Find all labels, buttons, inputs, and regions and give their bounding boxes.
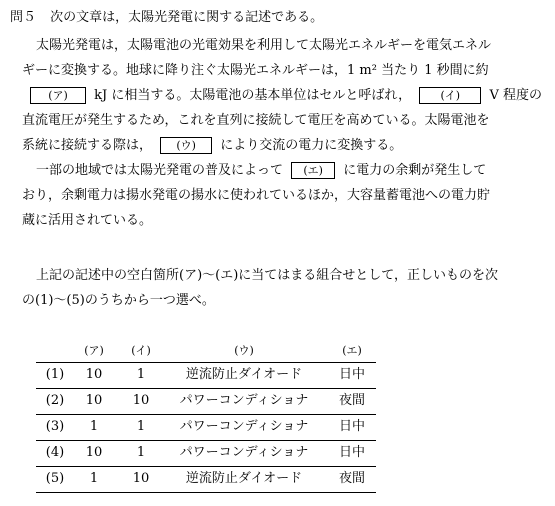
row-number: (3): [45, 419, 65, 434]
passage-line: おり，余剰電力は揚水発電の揚水に使われているほか，大容量蓄電池への電力貯: [22, 188, 491, 203]
cell-u: パワーコンディショナ: [179, 419, 309, 434]
passage-text: 系統に接続する際は，: [22, 138, 153, 153]
passage-line: 直流電圧が発生するため，これを直列に接続して電圧を高めている。太陽電池を: [22, 113, 490, 128]
cell-i: 1: [136, 445, 146, 460]
cell-a: 10: [85, 393, 103, 408]
cell-e: 夜間: [338, 393, 365, 408]
table-rule: [36, 362, 376, 363]
blank-i-box: (イ): [419, 87, 481, 104]
row-number: (1): [45, 367, 65, 382]
cell-e: 日中: [338, 445, 365, 460]
passage-text: により交流の電力に変換する。: [220, 138, 403, 153]
cell-e: 日中: [338, 419, 365, 434]
cell-u: 逆流防止ダイオード: [185, 367, 303, 382]
cell-i: 1: [136, 367, 146, 382]
row-number: (5): [45, 471, 65, 486]
blank-e-box: (エ): [291, 162, 335, 179]
question-number: 問５: [10, 10, 37, 25]
cell-e: 日中: [338, 367, 365, 382]
cell-u: パワーコンディショナ: [179, 445, 309, 460]
table-rule: [36, 492, 376, 493]
passage-line: [36, 162, 486, 180]
passage-text: 一部の地域では太陽光発電の普及によって: [36, 163, 284, 178]
row-number: (4): [45, 445, 65, 460]
header-e: (エ): [342, 344, 362, 357]
question-title: [10, 9, 323, 27]
passage-line: [22, 137, 402, 155]
passage-line: ギーに変換する。地球に降り注ぐ太陽光エネルギーは，1 m² 当たり 1 秒間に約: [22, 63, 489, 78]
question-lead: 次の文章は，太陽光発電に関する記述である。: [50, 10, 324, 25]
cell-a: 10: [85, 367, 103, 382]
table-rule: [36, 388, 376, 389]
passage-text: に電力の余剰が発生して: [343, 163, 487, 178]
header-i: (イ): [131, 344, 151, 357]
row-number: (2): [45, 393, 65, 408]
instruction-line: 上記の記述中の空白箇所(ア)～(エ)に当てはまる組合せとして，正しいものを次: [36, 268, 499, 283]
cell-i: 10: [132, 471, 150, 486]
table-rule: [36, 466, 376, 467]
blank-a-box: (ア): [30, 87, 86, 104]
cell-i: 10: [132, 393, 150, 408]
cell-e: 夜間: [338, 471, 365, 486]
blank-u-box: (ウ): [160, 137, 212, 154]
header-a: (ア): [84, 344, 104, 357]
cell-a: 1: [89, 419, 99, 434]
passage-text: kJ に相当する。太陽電池の基本単位はセルと呼ばれ，: [94, 88, 412, 103]
cell-i: 1: [136, 419, 146, 434]
passage-line: 蔵に活用されている。: [22, 213, 153, 228]
table-rule: [36, 414, 376, 415]
passage-text: V 程度の: [489, 88, 542, 103]
table-rule: [36, 440, 376, 441]
cell-a: 1: [89, 471, 99, 486]
cell-a: 10: [85, 445, 103, 460]
passage-line: 太陽光発電は，太陽電池の光電効果を利用して太陽光エネルギーを電気エネル: [36, 38, 492, 53]
cell-u: パワーコンディショナ: [179, 393, 309, 408]
passage-line: [26, 87, 542, 105]
instruction-line: の(1)～(5)のうちから一つ選べ。: [22, 293, 215, 308]
cell-u: 逆流防止ダイオード: [185, 471, 303, 486]
header-u: (ウ): [234, 344, 254, 357]
